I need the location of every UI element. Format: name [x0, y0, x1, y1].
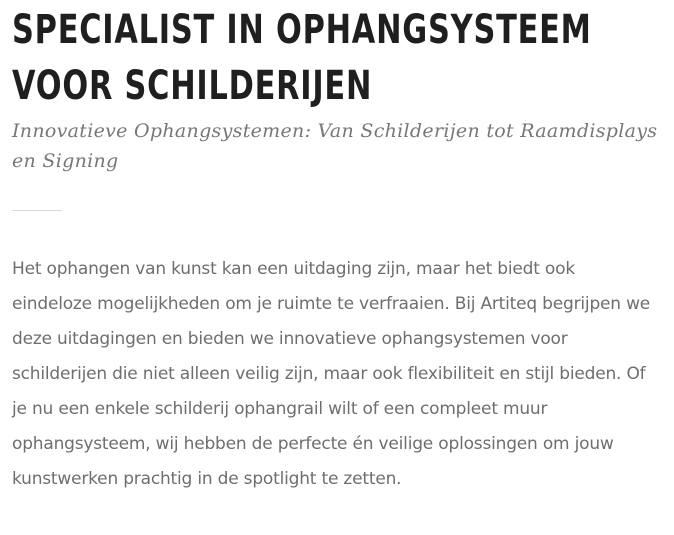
intro-paragraph: Het ophangen van kunst kan een uitdaging zijn, maar het biedt ook eindeloze mogelijkheden om je ruimte te verfraaien. Bij Artiteq begrijpen we deze uitdagingen en bieden we innovatieve ophangsystemen voor schilderijen die niet alleen veilig zijn, maar ook flexibiliteit en stijl bieden. Of je nu een enkele schilderij ophangrail wilt of een compleet muur ophangsysteem, wij hebben de perfecte én veilige oplossingen om jouw kunstwerken prachtig in de spotlight te zetten.	[12, 259, 651, 489]
page-subtitle: Innovatieve Ophangsystemen: Van Schilderijen tot Raamdisplays en Signing	[12, 120, 658, 172]
page-title: SPECIALIST IN OPHANGSYSTEEM VOOR SCHILDERIJEN	[12, 7, 592, 109]
divider	[12, 210, 62, 211]
